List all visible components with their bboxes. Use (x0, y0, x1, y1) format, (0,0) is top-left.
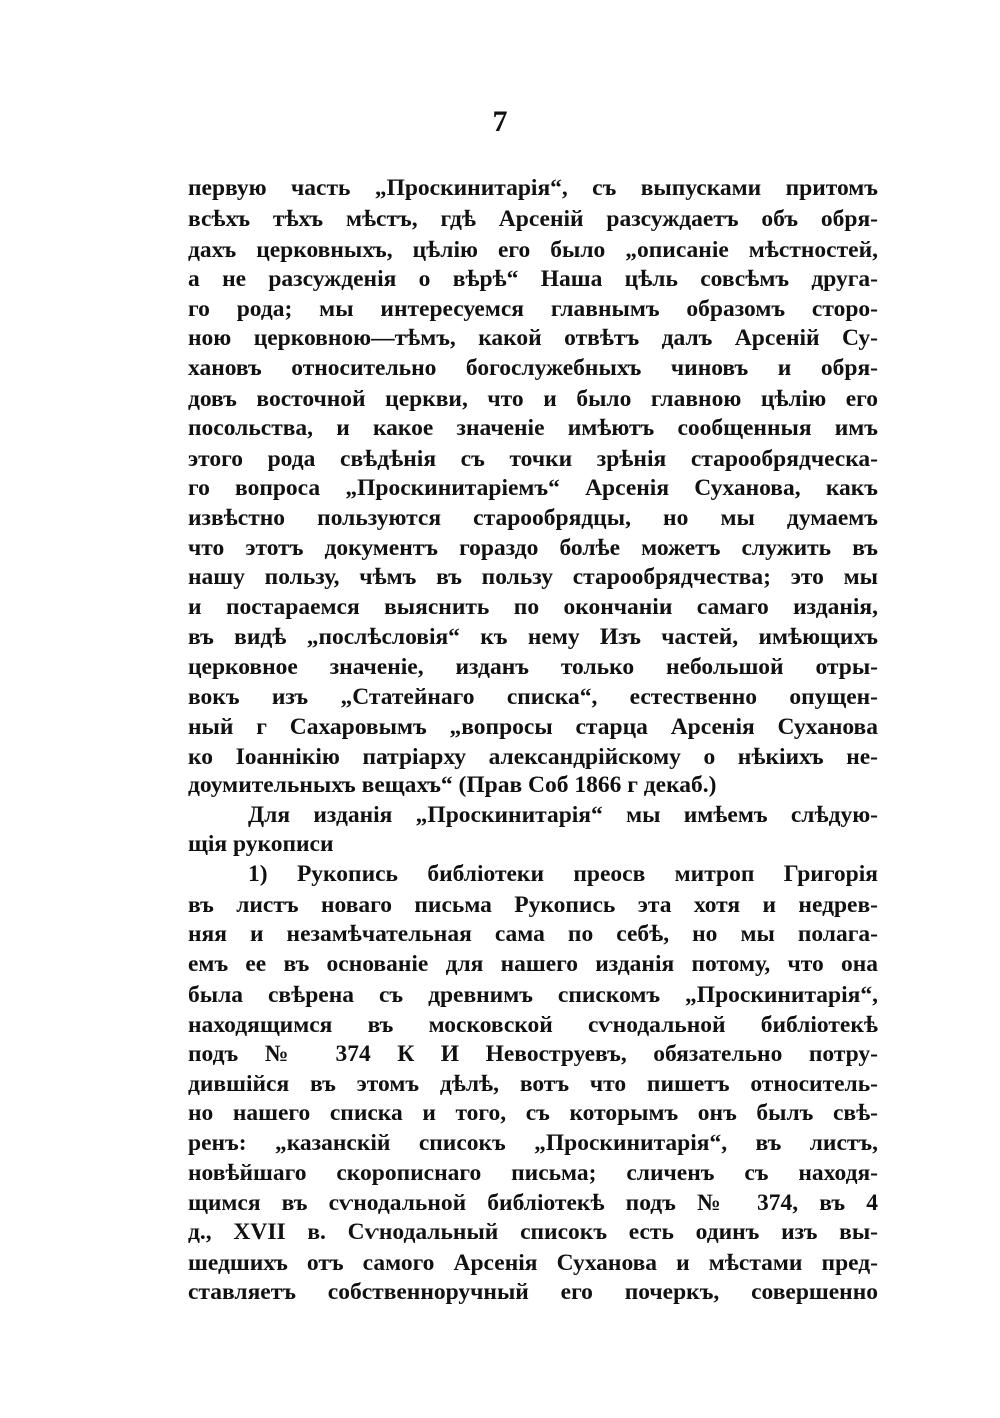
text-line: ко Іоаннікію патріарху александрійскому о нѣкіихъ не- (188, 744, 878, 770)
text-line: ренъ: „казанскій списокъ „Проскинитарія“, въ листъ, (188, 1130, 878, 1156)
text-line: посольства, и какое значеніе имѣютъ сообщенныя имъ (188, 415, 878, 441)
text-line: щія рукописи (188, 831, 334, 857)
text-line: первую часть „Проскинитарія“, съ выпусками притомъ (188, 175, 878, 201)
text-line: находящимся въ московской сѵнодальной библіотекѣ (188, 1012, 878, 1038)
text-line: что этотъ документъ гораздо болѣе можетъ служить въ (188, 535, 878, 561)
text-line: шедшихъ отъ самого Арсенія Суханова и мѣстами пред- (188, 1250, 878, 1276)
text-line: д., XVII в. Сѵнодальный списокъ есть одинъ изъ вы- (188, 1219, 878, 1245)
text-line: была свѣрена съ древнимъ спискомъ „Проскинитарія“, (188, 982, 878, 1008)
text-line: дахъ церковныхъ, цѣлію его было „описаніе мѣстностей, (188, 237, 878, 263)
text-line: въ видѣ „послѣсловія“ къ нему Изъ частей, имѣющихъ (188, 624, 878, 650)
text-line: нашу пользу, чѣмъ въ пользу старообрядчества; это мы (188, 564, 878, 590)
text-line: Для изданія „Проскинитарія“ мы имѣемъ слѣдую- (248, 802, 878, 828)
text-line: дившійся въ этомъ дѣлѣ, вотъ что пишетъ относитель- (188, 1071, 878, 1097)
text-line: емъ ее въ основаніе для нашего изданія потому, что она (188, 951, 878, 977)
text-line: ною церковною—тѣмъ, какой отвѣтъ далъ Арсеній Су- (188, 325, 878, 351)
text-line: хановъ относительно богослужебныхъ чиновъ и обря- (188, 355, 878, 381)
text-line: церковное значеніе, изданъ только небольшой отры- (188, 654, 878, 680)
page-number: 7 (492, 105, 508, 138)
text-line: го рода; мы интересуемся главнымъ образомъ сторо- (188, 296, 878, 322)
text-line: довъ восточной церкви, что и было главною цѣлію его (188, 386, 878, 412)
text-line: этого рода свѣдѣнія съ точки зрѣнія старообрядческа- (188, 446, 878, 472)
text-line: ный г Сахаровымъ „вопросы старца Арсенія Суханова (188, 714, 878, 740)
text-line: извѣстно пользуются старообрядцы, но мы думаемъ (188, 505, 878, 531)
text-line: подъ № 374 К И Невоструевъ, обязательно потру- (188, 1041, 878, 1067)
text-line: вокъ изъ „Статейнаго списка“, естественно опущен- (188, 684, 878, 710)
text-line: и постараемся выяснить по окончаніи самаго изданія, (188, 594, 878, 620)
text-line: новѣйшаго скорописнаго письма; сличенъ съ находя- (188, 1160, 878, 1186)
text-line: щимся въ сѵнодальной библіотекѣ подъ № 374, въ 4 (188, 1190, 878, 1216)
text-line: ставляетъ собственноручный его почеркъ, совершенно (188, 1279, 878, 1305)
text-line: доумительныхъ вещахъ“ (Прав Соб 1866 г декаб.) (188, 772, 717, 798)
text-line: няя и незамѣчательная сама по себѣ, но мы полага- (188, 921, 878, 947)
text-line: го вопроса „Проскинитаріемъ“ Арсенія Суханова, какъ (188, 475, 878, 501)
text-line: но нашего списка и того, съ которымъ онъ былъ свѣ- (188, 1100, 878, 1126)
text-line: всѣхъ тѣхъ мѣстъ, гдѣ Арсеній разсуждаетъ объ обря- (188, 206, 878, 232)
text-line: въ листъ новаго письма Рукопись эта хотя и недрев- (188, 892, 878, 918)
text-line: 1) Рукопись библіотеки преосв митроп Григорія (248, 861, 878, 887)
text-line: а не разсужденія о вѣрѣ“ Наша цѣль совсѣмъ друга- (188, 266, 878, 292)
